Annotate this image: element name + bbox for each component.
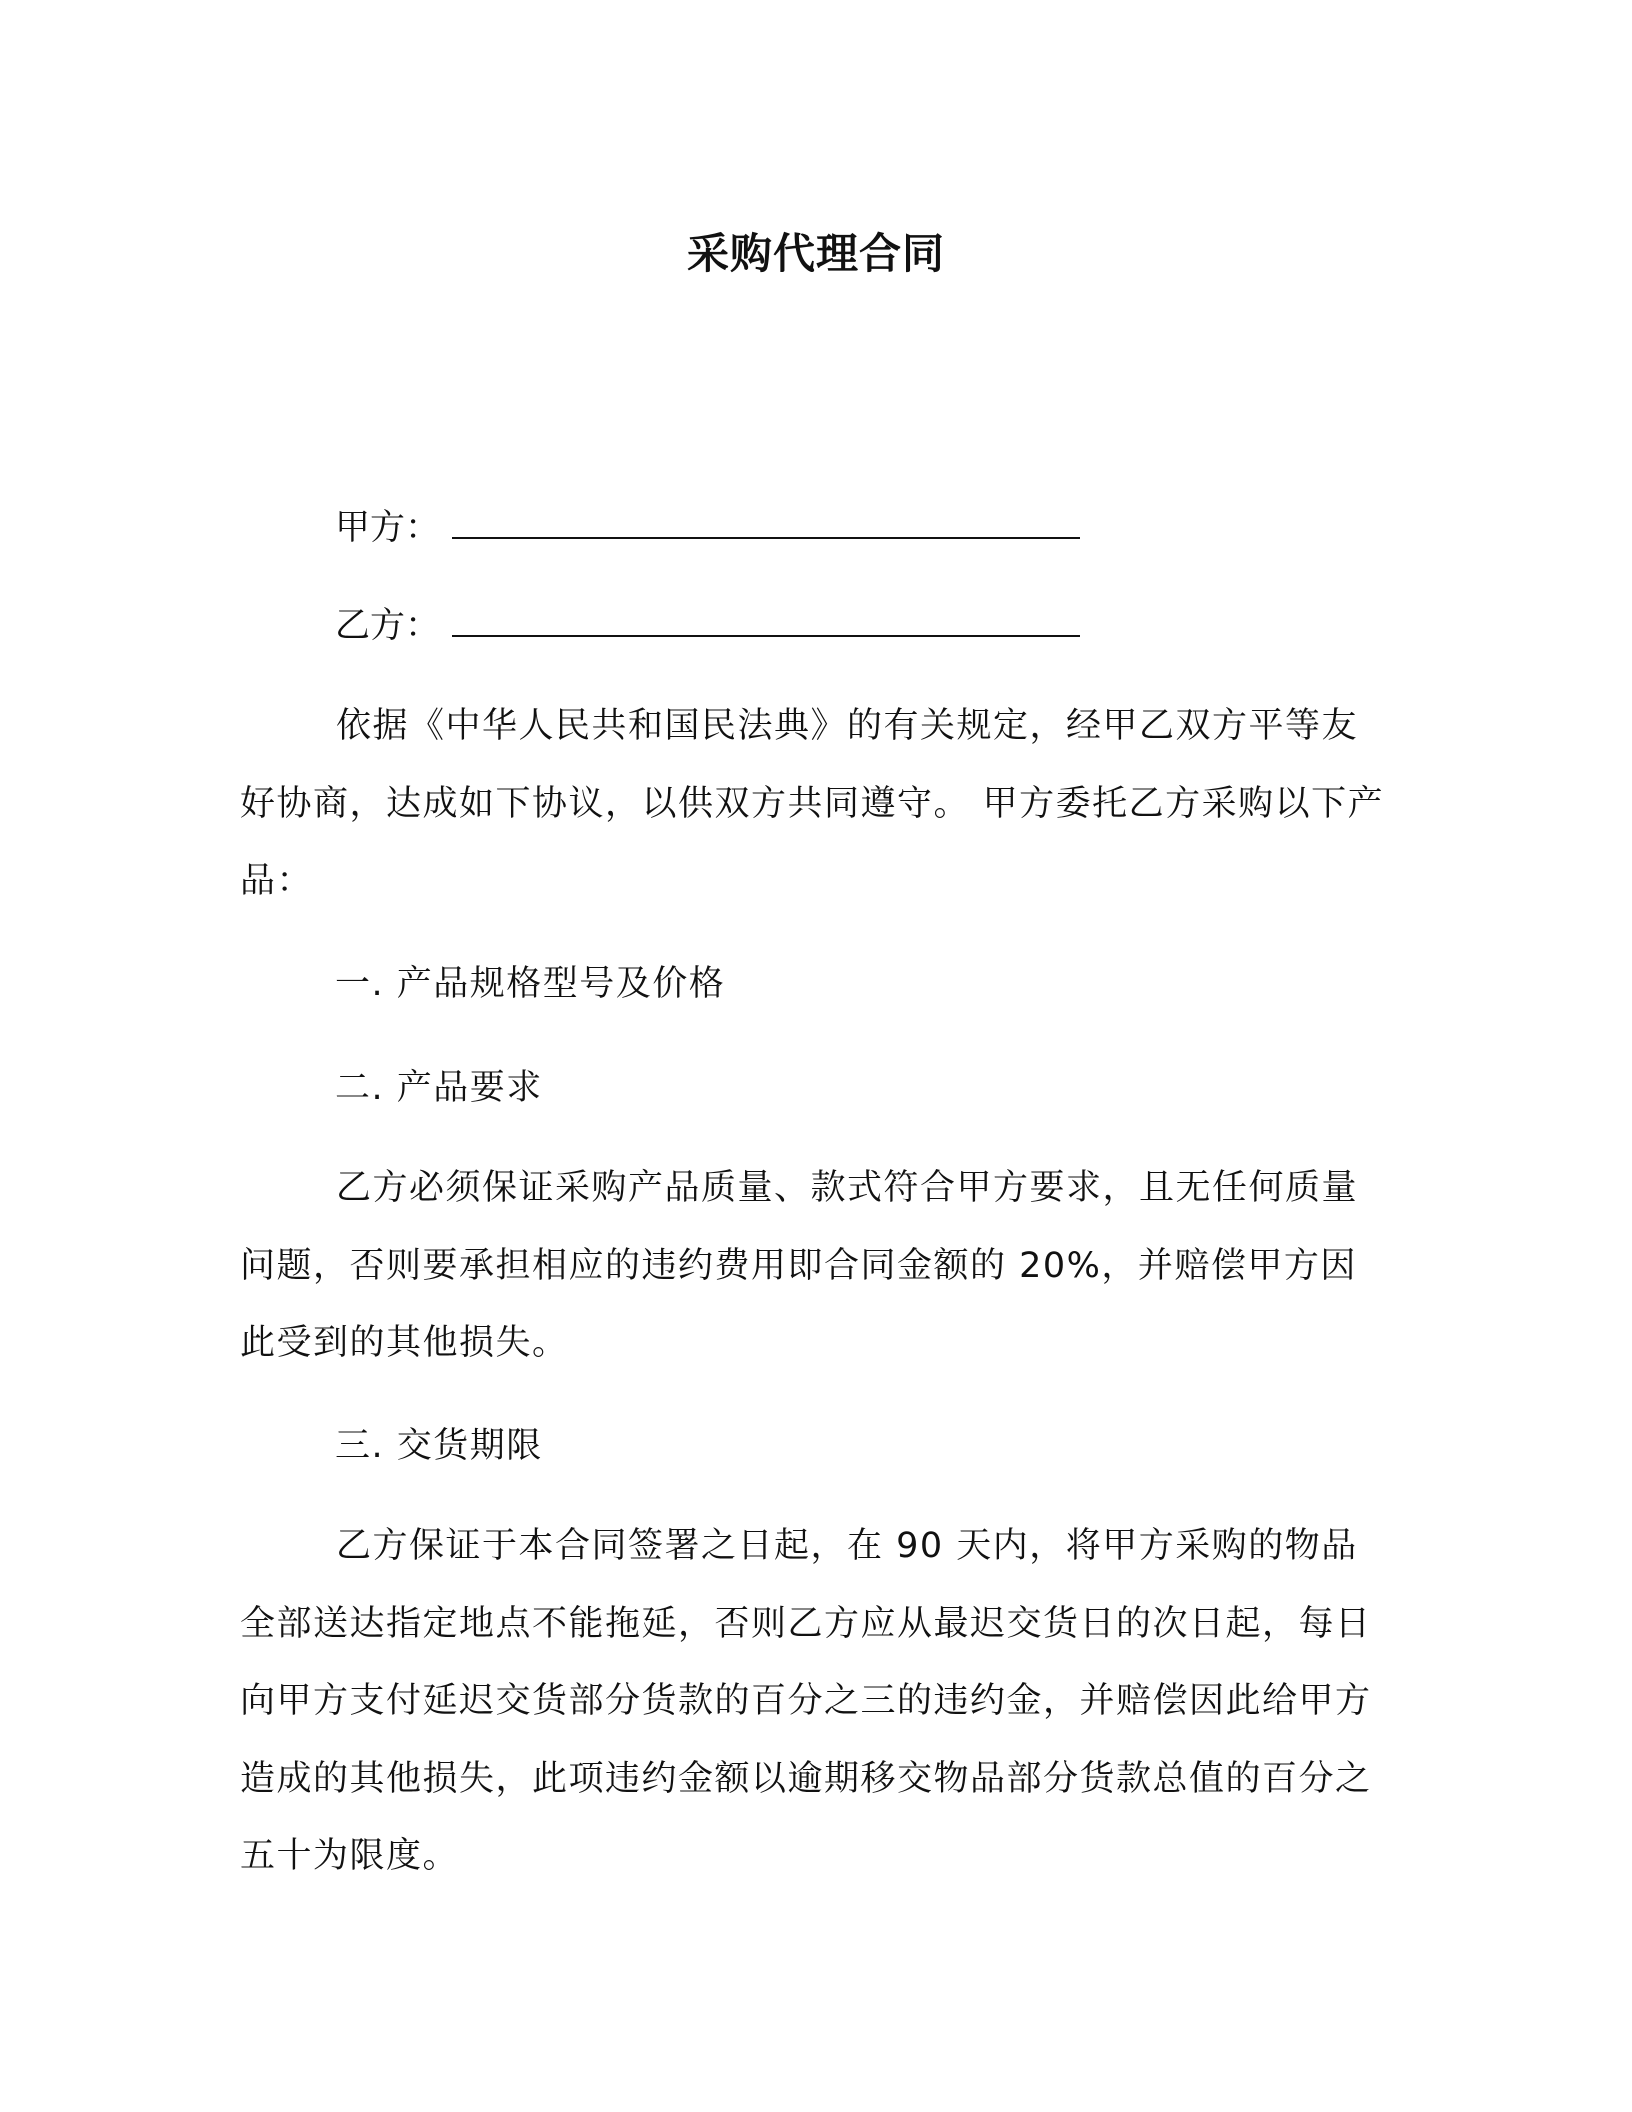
document-title: 采购代理合同 [686, 229, 945, 278]
party-b-label: 乙方： [335, 606, 441, 646]
intro-paragraph: 依据《中华人民共和国民法典》的有关规定，经甲乙双方平等友好协商，达成如下协议，以供双方共同遵守。 甲方委托乙方采购以下产品： [240, 706, 1385, 901]
section-1-heading: 一. 产品规格型号及价格 [335, 964, 726, 1004]
party-a-line [335, 506, 1080, 550]
party-a-label: 甲方： [335, 508, 441, 548]
party-a-blank [452, 507, 1080, 539]
section-3-heading: 三. 交货期限 [335, 1426, 543, 1466]
section-2-heading: 二. 产品要求 [335, 1068, 543, 1108]
section-2-body: 乙方必须保证采购产品质量、款式符合甲方要求，且无任何质量问题，否则要承担相应的违约费用即合同金额的 20%，并赔偿甲方因此受到的其他损失。 [240, 1168, 1359, 1363]
party-b-blank [452, 605, 1080, 637]
section-3-body: 乙方保证于本合同签署之日起，在 90 天内，将甲方采购的物品全部送达指定地点不能拖延，否则乙方应从最迟交货日的次日起，每日向甲方支付延迟交货部分货款的百分之三的违约金，并赔偿因此给甲方造成的其他损失，此项违约金额以逾期移交物品部分货款总值的百分之五十为限度。 [240, 1526, 1372, 1876]
party-b-line [335, 604, 1080, 648]
